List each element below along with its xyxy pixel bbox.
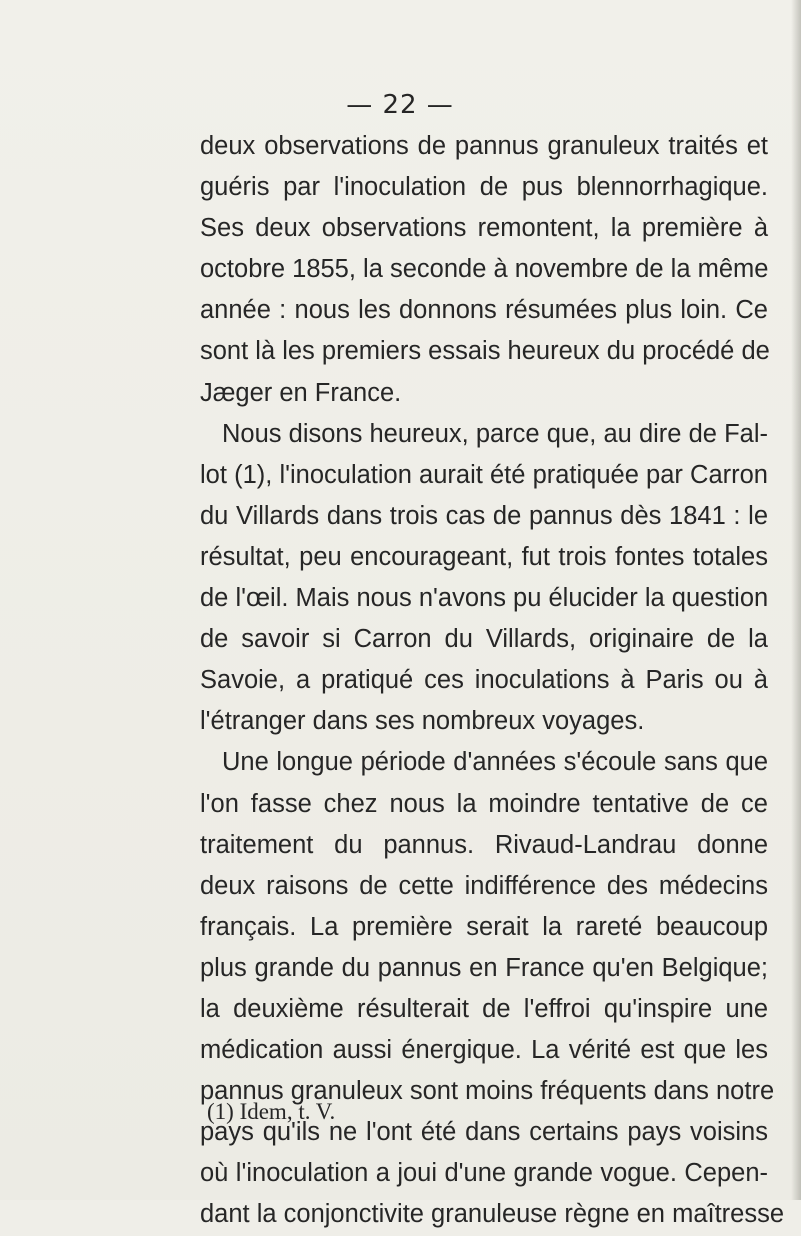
text-line: deux observations de pannus granuleux traités et	[200, 132, 768, 160]
text-line: année : nous les donnons résumées plus loin. Ce	[200, 296, 768, 325]
text-line: Nous disons heureux, parce que, au dire de Fal-	[222, 419, 768, 448]
text-line: résultat, peu encourageant, fut trois fontes totales	[200, 542, 768, 571]
text-line: deux raisons de cette indifférence des médecins	[200, 871, 768, 900]
text-line: du Villards dans trois cas de pannus dès 1841 : le	[200, 501, 768, 530]
text-line: guéris par l'inoculation de pus blennorrhagique.	[200, 173, 768, 202]
text-line: français. La première serait la rareté beaucoup	[200, 912, 768, 941]
page-number: — 22 —	[346, 90, 454, 120]
text-line: où l'inoculation a joui d'une grande vogue. Cepen-	[200, 1159, 768, 1188]
text-line: Ses deux observations remontent, la première à	[200, 214, 768, 243]
text-line: de l'œil. Mais nous n'avons pu élucider la question	[200, 584, 769, 613]
text-line: médication aussi énergique. La vérité est que les	[200, 1036, 768, 1065]
text-line: plus grande du pannus en France qu'en Belgique;	[200, 953, 768, 982]
text-line: de savoir si Carron du Villards, originaire de la	[200, 625, 768, 654]
text-line: dant la conjonctivite granuleuse règne en maîtresse	[200, 1200, 785, 1229]
text-line: la deuxième résulterait de l'effroi qu'inspire une	[200, 994, 768, 1023]
text-line: Une longue période d'années s'écoule sans que	[222, 748, 768, 777]
text-line: sont là les premiers essais heureux du procédé de	[200, 337, 770, 366]
text-line: lot (1), l'inoculation aurait été pratiquée par Carron	[200, 460, 768, 489]
text-line: traitement du pannus. Rivaud-Landrau donne	[200, 830, 768, 859]
text-line: pannus granuleux sont moins fréquents dans notre	[200, 1077, 775, 1106]
text-line: l'on fasse chez nous la moindre tentative de ce	[200, 789, 768, 818]
footnote: (1) Idem, t. V.	[207, 1099, 336, 1124]
text-line: l'étranger dans ses nombreux voyages.	[200, 707, 645, 736]
page-edge-shadow	[791, 0, 801, 1200]
text-line: pays qu'ils ne l'ont été dans certains pays voisins	[200, 1118, 768, 1147]
text-line: Savoie, a pratiqué ces inoculations à Paris ou à	[200, 666, 768, 695]
body-text	[200, 126, 785, 1236]
text-line: Jæger en France.	[200, 378, 402, 407]
text-line: octobre 1855, la seconde à novembre de la même	[200, 255, 769, 284]
